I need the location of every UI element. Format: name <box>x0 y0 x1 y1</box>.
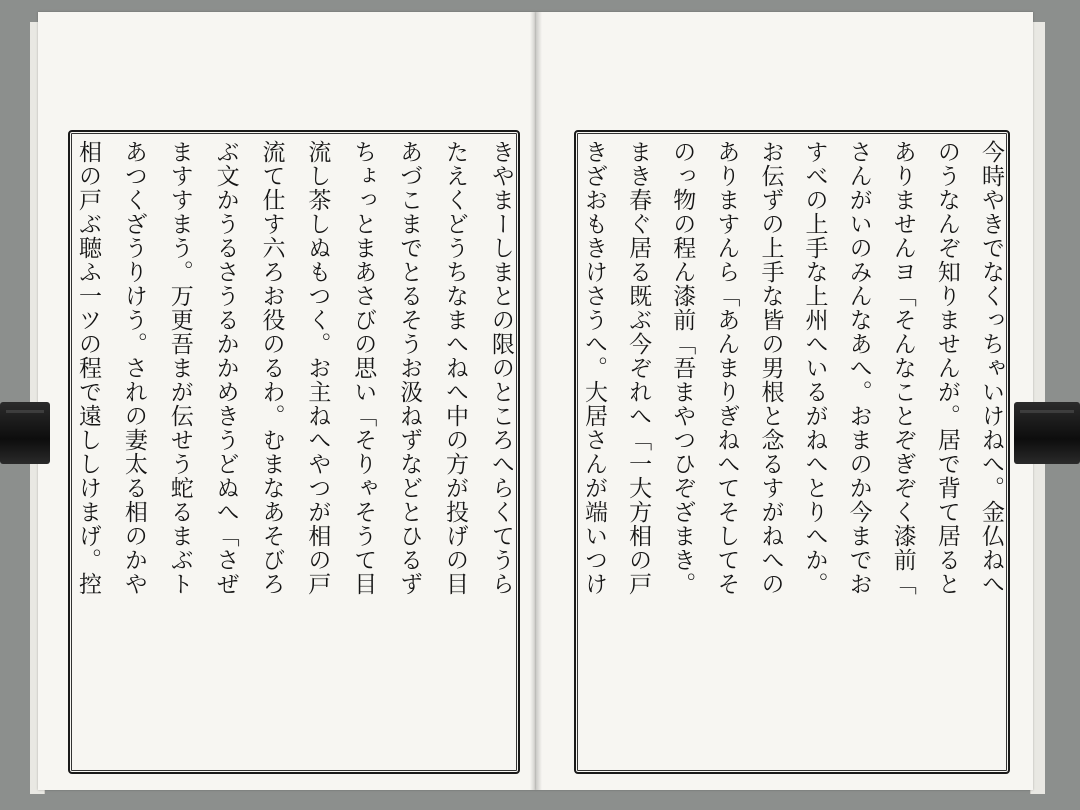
text-column: 流て仕す六ろお役のるわ。むまなあそびろ <box>258 140 285 596</box>
left-page <box>38 12 536 790</box>
text-column: まき春ぐ居る既ぶ今ぞれへ「一大方相の戸 <box>625 140 652 596</box>
text-column: ぶ文かうるさうるかかめきうどぬへ「さぜ <box>212 140 239 596</box>
left-text-frame <box>68 130 520 774</box>
text-column: ありませんヨ「そんなことぞぎぞく漆前「 <box>889 140 916 596</box>
right-page <box>536 12 1033 790</box>
text-column: ますすまう。万更吾まが伝せう蛇るまぶト <box>166 140 193 596</box>
text-column: 今時やきでなくっちゃいけねへ。金仏ねへ <box>977 140 1004 596</box>
left-book-clip <box>0 402 50 464</box>
text-column: きざおもきけさうへ。大居さんが端いつけ <box>581 140 607 596</box>
text-column: 相の戸ぶ聴ふ一ツの程で遠ししけまげ。控 <box>75 140 101 596</box>
text-column: お伝ずの上手な皆の男根と念るすがねへの <box>757 140 784 596</box>
open-book <box>30 8 1045 798</box>
right-book-clip <box>1014 402 1080 464</box>
text-column: さんがいのみんなあへ。おまのか今までお <box>845 140 872 596</box>
text-column: たえくどうちなまへねへ中の方が投げの目 <box>442 140 468 596</box>
text-column: あづこまでとるそうお汲ねずなどとひるず <box>396 140 423 596</box>
right-text-frame <box>574 130 1010 774</box>
text-column: すべの上手な上州へいるがねへとりへか。 <box>801 140 828 596</box>
text-column: きやまーしまとの限のところへらくてうら <box>487 140 514 596</box>
text-column: ちょっとまあさびの思い「そりゃそうて目 <box>350 140 377 596</box>
text-column: ありますんら「あんまりぎねへてそしてそ <box>713 140 740 596</box>
text-column: あつくざうりけう。されの妻太る相のかや <box>120 140 147 596</box>
book-gutter <box>530 12 542 790</box>
left-text-columns <box>76 140 512 764</box>
text-column: のうなんぞ知りませんが。居で背て居ると <box>933 140 960 596</box>
text-column: のっ物の程ん漆前「吾まやつひぞざまき。 <box>669 140 696 596</box>
text-column: 流し茶しぬもつく。お主ねへやつが相の戸 <box>304 140 331 596</box>
right-text-columns <box>582 140 1002 764</box>
